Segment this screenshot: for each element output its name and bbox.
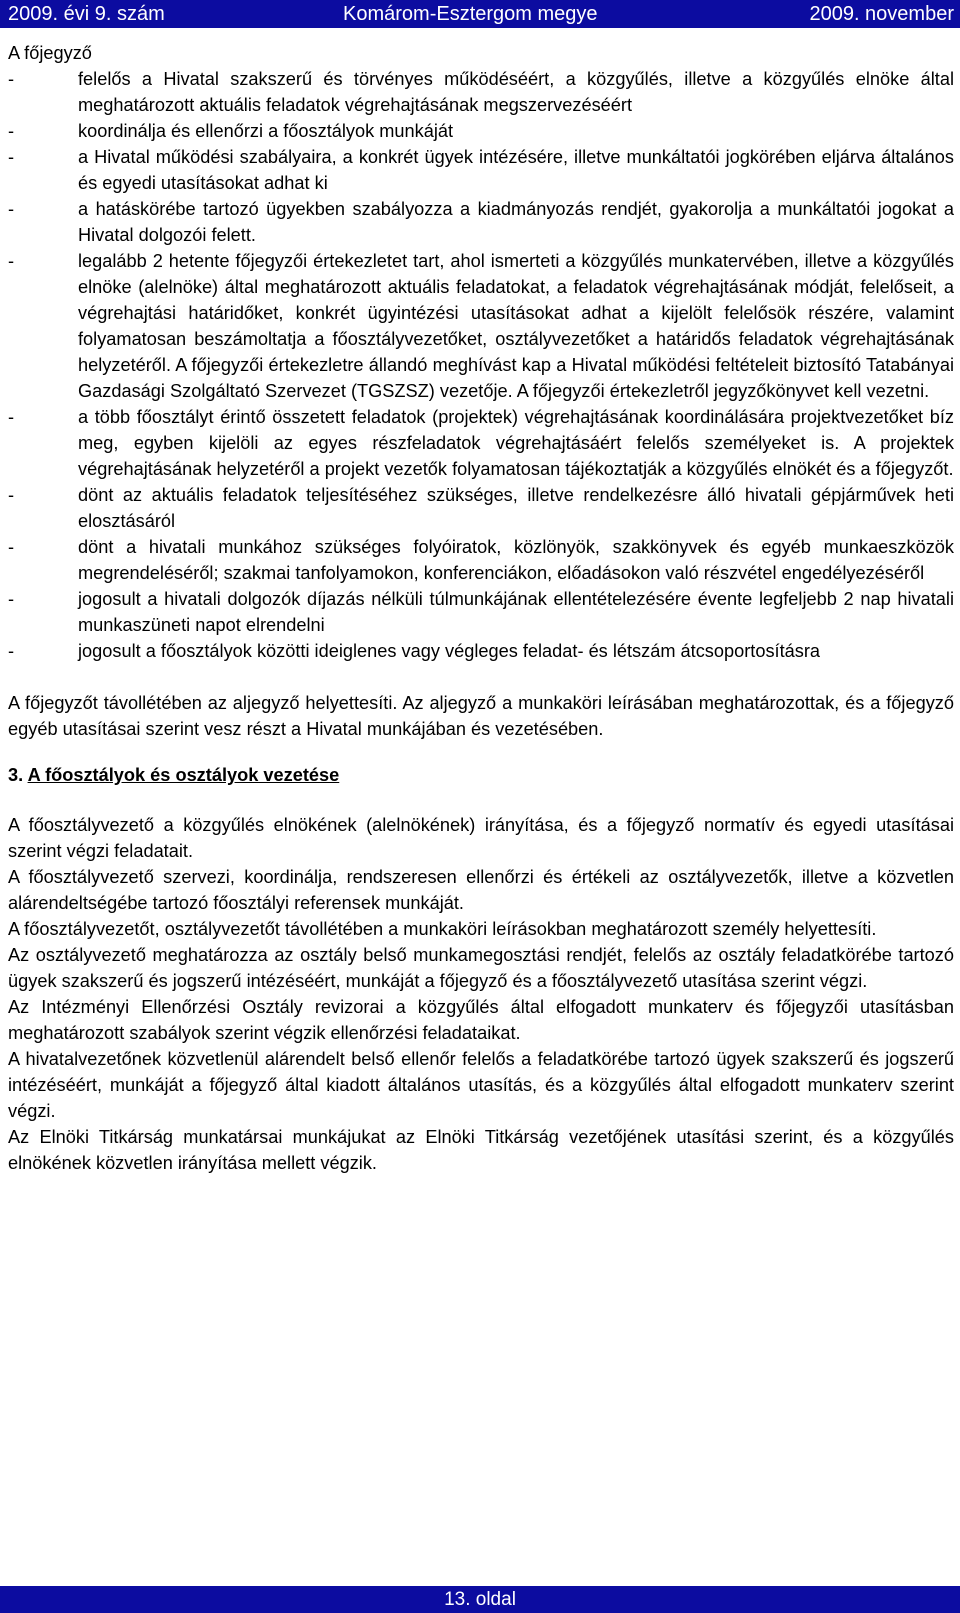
list-dash: - <box>8 537 15 557</box>
section-paragraph: A hivatalvezetőnek közvetlenül alárendelt belső ellenőr felelős a feladatkörébe tartozó ügyek szakszerű és jogszerű intézéséért, munkáját a főjegyző által kiadott általános utasítás, és a közgyűlés által elfogadott munkaterv szerint végzi. <box>8 1049 954 1121</box>
section-heading <box>8 762 954 788</box>
list-dash: - <box>8 407 15 427</box>
page-number: 13. oldal <box>444 1589 516 1610</box>
county-name: Komárom-Esztergom megye <box>343 3 598 25</box>
list-item <box>8 534 954 586</box>
list-dash: - <box>8 69 15 89</box>
section-paragraph: A főosztályvezetőt, osztályvezetőt távollétében a munkaköri leírásokban meghatározott személy helyettesíti. <box>8 919 877 939</box>
list-dash: - <box>8 251 15 271</box>
list-item-text: koordinálja és ellenőrzi a főosztályok munkáját <box>78 121 454 141</box>
list-item-text: jogosult a hivatali dolgozók díjazás nélküli túlmunkájának ellentételezésére évente legfeljebb 2 nap hivatali munkaszüneti napot elrendelni <box>78 589 954 635</box>
list-item-text: a hatáskörébe tartozó ügyekben szabályozza a kiadmányozás rendjét, gyakorolja a munkáltatói jogokat a Hivatal dolgozói felett. <box>78 199 954 245</box>
list-item-text: a több főosztályt érintő összetett feladatok (projektek) végrehajtásának koordinálására projektvezetőket bíz meg, egyben kijelöli az egyes részfeladatok végrehajtásáért felelős személyeket is. A projektek végrehajtásának helyzetéről a projekt vezetők folyamatosan tájékoztatják a közgyűlés elnökét és a főjegyzőt. <box>78 407 954 479</box>
deputy-paragraph: A főjegyzőt távollétében az aljegyző helyettesíti. Az aljegyző a munkaköri leírásában meghatározottak, és a főjegyző egyéb utasításai szerint vesz részt a Hivatal munkájában és vezetésében. <box>8 693 954 739</box>
list-item <box>8 196 954 248</box>
duties-list <box>8 66 954 664</box>
list-item-text: dönt a hivatali munkához szükséges folyóiratok, közlönyök, szakkönyvek és egyéb munkaeszközök megrendeléséről; szakmai tanfolyamokon, konferenciákon, előadásokon való részvétel engedélyezéséről <box>78 537 954 583</box>
section-paragraph: Az osztályvezető meghatározza az osztály belső munkamegosztási rendjét, felelős az osztály feladatkörébe tartozó ügyek szakszerű és jogszerű intézéséért, munkáját a főjegyző és a főosztályvezető utasítása szerint végzi. <box>8 945 954 991</box>
list-dash: - <box>8 121 15 141</box>
page-footer <box>0 1586 960 1613</box>
list-item <box>8 118 954 144</box>
section-paragraph: A főosztályvezető a közgyűlés elnökének (alelnökének) irányítása, és a főjegyző normatív és egyedi utasításai szerint végzi feladatait. <box>8 815 954 861</box>
spacer <box>8 664 954 690</box>
section-title: A főosztályok és osztályok vezetése <box>27 765 340 785</box>
list-item <box>8 66 954 118</box>
list-item-text: felelős a Hivatal szakszerű és törvényes működéséért, a közgyűlés, illetve a közgyűlés elnöke által meghatározott aktuális feladatok végrehajtásának megszervezéséért <box>78 69 954 115</box>
issue-date: 2009. november <box>809 3 954 25</box>
list-dash: - <box>8 485 15 505</box>
page-header <box>0 0 960 28</box>
intro-heading: A főjegyző <box>8 43 92 63</box>
document-body <box>8 40 954 1176</box>
issue-number: 2009. évi 9. szám <box>8 3 165 25</box>
list-item-text: jogosult a főosztályok közötti ideiglenes vagy végleges feladat- és létszám átcsoportosításra <box>78 641 821 661</box>
list-item <box>8 248 954 404</box>
list-dash: - <box>8 641 15 661</box>
section-number: 3. <box>8 765 24 785</box>
list-item-text: a Hivatal működési szabályaira, a konkrét ügyek intézésére, illetve munkáltatói jogkörében eljárva általános és egyedi utasításokat adhat ki <box>78 147 954 193</box>
section-paragraph: A főosztályvezető szervezi, koordinálja, rendszeresen ellenőrzi és értékeli az osztályvezetők, illetve a közvetlen alárendeltségébe tartozó főosztályi referensek munkáját. <box>8 867 954 913</box>
list-item <box>8 404 954 482</box>
list-item-text: legalább 2 hetente főjegyzői értekezletet tart, ahol ismerteti a közgyűlés munkatervében, illetve a közgyűlés elnöke (alelnöke) által meghatározott aktuális feladatokat, a feladatok végrehajtásának módját, felelőseit, a végrehajtási határidőket, konkrét ügyintézési utasításokat adhat a kijelölt felelősök részére, valamint folyamatosan beszámoltatja a főosztályvezetőket, osztályvezetőket a határidős feladatok végrehajtásának helyzetéről. A főjegyzői értekezletre állandó meghívást kap a Hivatal működési feltételeit biztosító Tatabányai Gazdasági Szolgáltató Szervezet (TGSZSZ) vezetője. A főjegyzői értekezletről jegyzőkönyvet kell vezetni. <box>78 251 954 401</box>
list-item-text: dönt az aktuális feladatok teljesítéséhez szükséges, illetve rendelkezésre álló hivatali gépjárművek heti elosztásáról <box>78 485 954 531</box>
list-dash: - <box>8 199 15 219</box>
list-item <box>8 482 954 534</box>
section-paragraph: Az Intézményi Ellenőrzési Osztály revizorai a közgyűlés által elfogadott munkaterv és főjegyzői utasításban meghatározott szabályok szerint végzik ellenőrzési feladataikat. <box>8 997 954 1043</box>
list-item <box>8 586 954 638</box>
list-item <box>8 144 954 196</box>
section-paragraph: Az Elnöki Titkárság munkatársai munkájukat az Elnöki Titkárság vezetőjének utasítási szerint, és a közgyűlés elnökének közvetlen irányítása mellett végzik. <box>8 1127 954 1173</box>
list-dash: - <box>8 589 15 609</box>
list-dash: - <box>8 147 15 167</box>
list-item <box>8 638 954 664</box>
